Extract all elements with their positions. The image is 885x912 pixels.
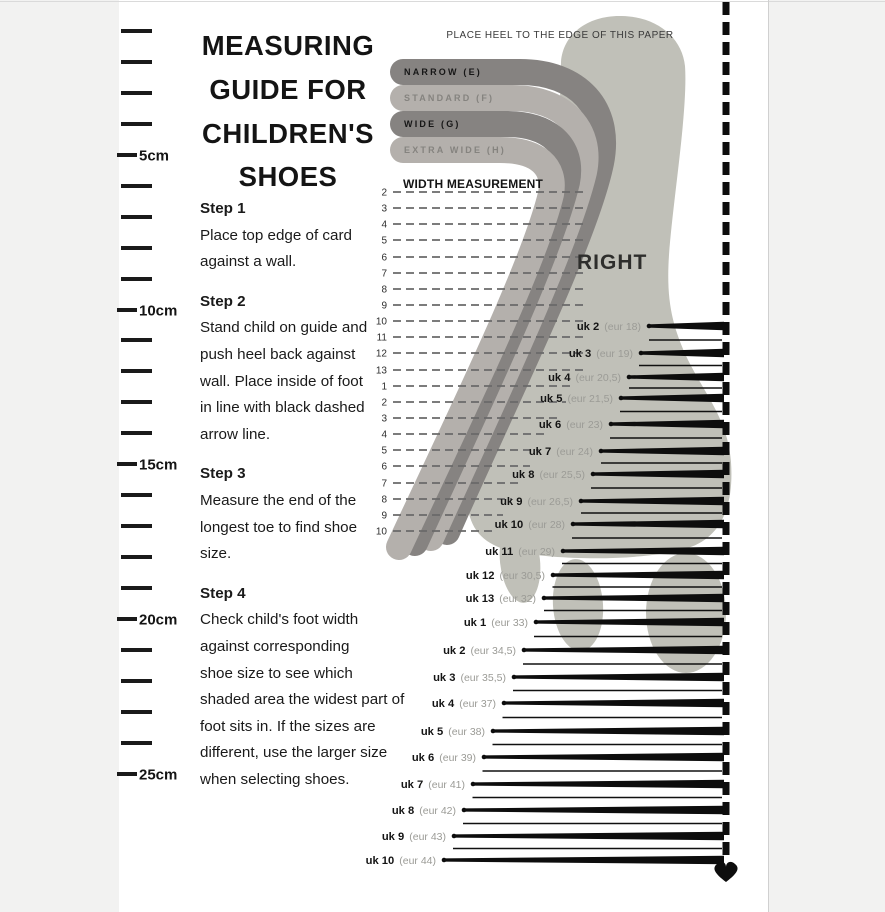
size-line-cap — [579, 499, 584, 504]
size-line — [472, 780, 724, 788]
width-size-number: 5 — [381, 235, 387, 247]
ruler-tick — [121, 524, 152, 528]
step-text-line: push heel back against — [200, 345, 356, 363]
size-line-cap — [471, 782, 476, 787]
size-line-cap — [512, 675, 517, 680]
size-label: uk 5 (eur 21,5) — [540, 393, 613, 405]
width-size-number: 13 — [375, 365, 387, 377]
width-size-number: 8 — [381, 494, 387, 506]
title-line: SHOES — [238, 161, 338, 193]
size-line-cap — [522, 648, 527, 653]
size-label: uk 5 (eur 38) — [420, 726, 485, 738]
step-text-line: different, use the larger size — [200, 744, 388, 762]
size-line-cap — [452, 834, 457, 839]
ruler-label: 15cm — [139, 456, 178, 474]
size-label: uk 8 (eur 42) — [391, 805, 456, 817]
ruler-tick — [121, 369, 152, 373]
step-text-line: shoe size to see which — [200, 664, 353, 682]
size-line-cap — [647, 324, 652, 329]
size-line-cap — [599, 449, 604, 454]
size-label: uk 2 (eur 34,5) — [443, 645, 516, 657]
heart-icon — [714, 862, 737, 882]
right-foot-label: RIGHT — [577, 251, 648, 274]
size-label: uk 4 (eur 20,5) — [548, 372, 621, 384]
title-line: GUIDE FOR — [209, 73, 367, 105]
width-size-number: 7 — [381, 268, 387, 280]
width-band-label: EXTRA WIDE (H) — [404, 145, 506, 155]
size-label: uk 6 (eur 39) — [411, 752, 476, 764]
page-title — [182, 24, 394, 199]
step-heading: Step 4 — [200, 584, 246, 602]
width-size-number: 7 — [381, 478, 387, 490]
size-line — [503, 699, 724, 707]
ruler-tick-labeled — [117, 772, 137, 776]
size-label: uk 3 (eur 19) — [568, 348, 633, 360]
size-label: uk 8 (eur 25,5) — [512, 469, 585, 481]
size-line-cap — [482, 755, 487, 760]
ruler-tick-labeled — [117, 153, 137, 157]
step-text-line: Place top edge of card — [200, 226, 352, 244]
toe-shape — [550, 557, 606, 652]
ruler-tick — [121, 29, 152, 33]
title-line: MEASURING — [201, 30, 375, 61]
width-size-number: 1 — [381, 381, 387, 393]
step-text-line: longest toe to find shoe — [200, 518, 358, 536]
size-line — [453, 832, 724, 840]
step-text-line: against a wall. — [200, 253, 297, 271]
size-label: uk 4 (eur 37) — [431, 698, 496, 710]
width-size-number: 2 — [381, 187, 387, 199]
ruler-tick — [121, 648, 152, 652]
ruler-label: 25cm — [139, 766, 178, 784]
size-label: uk 6 (eur 23) — [538, 419, 603, 431]
step-text-line: size. — [200, 545, 232, 563]
ruler-tick — [121, 91, 152, 95]
size-label: uk 2 (eur 18) — [576, 321, 641, 333]
size-line-cap — [619, 396, 624, 401]
width-size-number: 4 — [381, 429, 387, 441]
ruler-tick — [121, 215, 152, 219]
size-line — [523, 646, 724, 654]
size-label: uk 11 (eur 29) — [485, 546, 555, 558]
width-size-number: 3 — [381, 413, 387, 425]
step-text-line: wall. Place inside of foot — [200, 372, 363, 390]
size-line — [483, 753, 724, 761]
ruler-label: 20cm — [139, 611, 178, 629]
size-label: uk 13 (eur 32) — [465, 593, 536, 605]
size-label: uk 10 (eur 28) — [494, 519, 565, 531]
ruler-tick — [121, 60, 152, 64]
size-line-cap — [542, 596, 547, 601]
width-size-number: 9 — [381, 300, 387, 312]
size-label: uk 7 (eur 41) — [400, 779, 465, 791]
step-text-line: Check child's foot width — [200, 611, 359, 629]
ruler-tick-labeled — [117, 617, 137, 621]
width-size-number: 8 — [381, 284, 387, 296]
step-text-line: foot sits in. If the sizes are — [200, 717, 376, 735]
width-size-number: 11 — [376, 332, 387, 344]
ruler-tick — [121, 246, 152, 250]
ruler-tick — [121, 741, 152, 745]
ruler-tick — [121, 493, 152, 497]
ruler-tick — [121, 277, 152, 281]
title-line: CHILDREN'S — [202, 117, 374, 149]
width-size-number: 10 — [375, 526, 387, 538]
ruler-tick — [121, 555, 152, 559]
width-measurement-title: WIDTH MEASUREMENT — [403, 177, 544, 191]
width-band-label: WIDE (G) — [404, 119, 461, 129]
size-label: uk 12 (eur 30,5) — [465, 570, 545, 582]
size-label: uk 10 (eur 44) — [365, 855, 436, 867]
ruler-label: 10cm — [139, 302, 178, 320]
cm-ruler — [117, 29, 177, 784]
width-size-number: 2 — [381, 397, 387, 409]
width-size-number: 6 — [381, 461, 387, 473]
size-label: uk 9 (eur 43) — [381, 831, 446, 843]
width-size-number: 10 — [375, 316, 387, 328]
step-heading: Step 2 — [200, 292, 246, 310]
size-line-cap — [551, 573, 556, 578]
size-line — [492, 727, 724, 735]
size-line-cap — [491, 729, 496, 734]
ruler-tick — [121, 338, 152, 342]
size-label: uk 7 (eur 24) — [528, 446, 593, 458]
ruler-tick-labeled — [117, 308, 137, 312]
instruction-steps — [200, 196, 414, 793]
ruler-tick — [121, 184, 152, 188]
size-label: uk 9 (eur 26,5) — [500, 496, 573, 508]
size-line-cap — [462, 808, 467, 813]
width-size-number: 9 — [381, 510, 387, 522]
width-size-number: 4 — [381, 219, 387, 231]
ruler-label: 5cm — [139, 147, 170, 165]
size-line-cap — [571, 522, 576, 527]
width-band-label: NARROW (E) — [404, 67, 482, 77]
width-size-number: 6 — [381, 252, 387, 264]
size-line-cap — [639, 351, 644, 356]
step-text-line: Measure the end of the — [200, 491, 357, 509]
ruler-tick — [121, 431, 152, 435]
step-text-line: arrow line. — [200, 425, 271, 443]
ruler-tick — [121, 122, 152, 126]
step-heading: Step 1 — [200, 200, 246, 217]
place-heel-note: PLACE HEEL TO THE EDGE OF THIS PAPER — [446, 30, 674, 41]
size-line — [463, 806, 724, 814]
width-size-number: 12 — [375, 348, 387, 360]
width-size-number: 5 — [381, 445, 387, 457]
step-text-line: shaded area the widest part of — [200, 691, 405, 709]
size-line — [443, 856, 724, 864]
size-line-cap — [561, 549, 566, 554]
ruler-tick-labeled — [117, 462, 137, 466]
ruler-tick — [121, 400, 152, 404]
width-band-label: STANDARD (F) — [404, 93, 495, 103]
size-label: uk 1 (eur 33) — [463, 617, 528, 629]
step-text-line: against corresponding — [200, 637, 350, 655]
size-line-cap — [591, 472, 596, 477]
size-line-cap — [627, 375, 632, 380]
size-label: uk 3 (eur 35,5) — [433, 672, 506, 684]
size-line-cap — [502, 701, 507, 706]
ruler-tick — [121, 679, 152, 683]
size-line-cap — [442, 858, 447, 863]
size-line-cap — [609, 422, 614, 427]
width-size-number: 3 — [381, 203, 387, 215]
step-text-line: when selecting shoes. — [200, 770, 350, 788]
ruler-tick — [121, 586, 152, 590]
ruler-tick — [121, 710, 152, 714]
size-line — [513, 673, 724, 681]
step-text-line: Stand child on guide and — [200, 319, 368, 337]
step-heading: Step 3 — [200, 465, 246, 483]
size-line-cap — [534, 620, 539, 625]
step-text-line: in line with black dashed — [200, 399, 365, 417]
